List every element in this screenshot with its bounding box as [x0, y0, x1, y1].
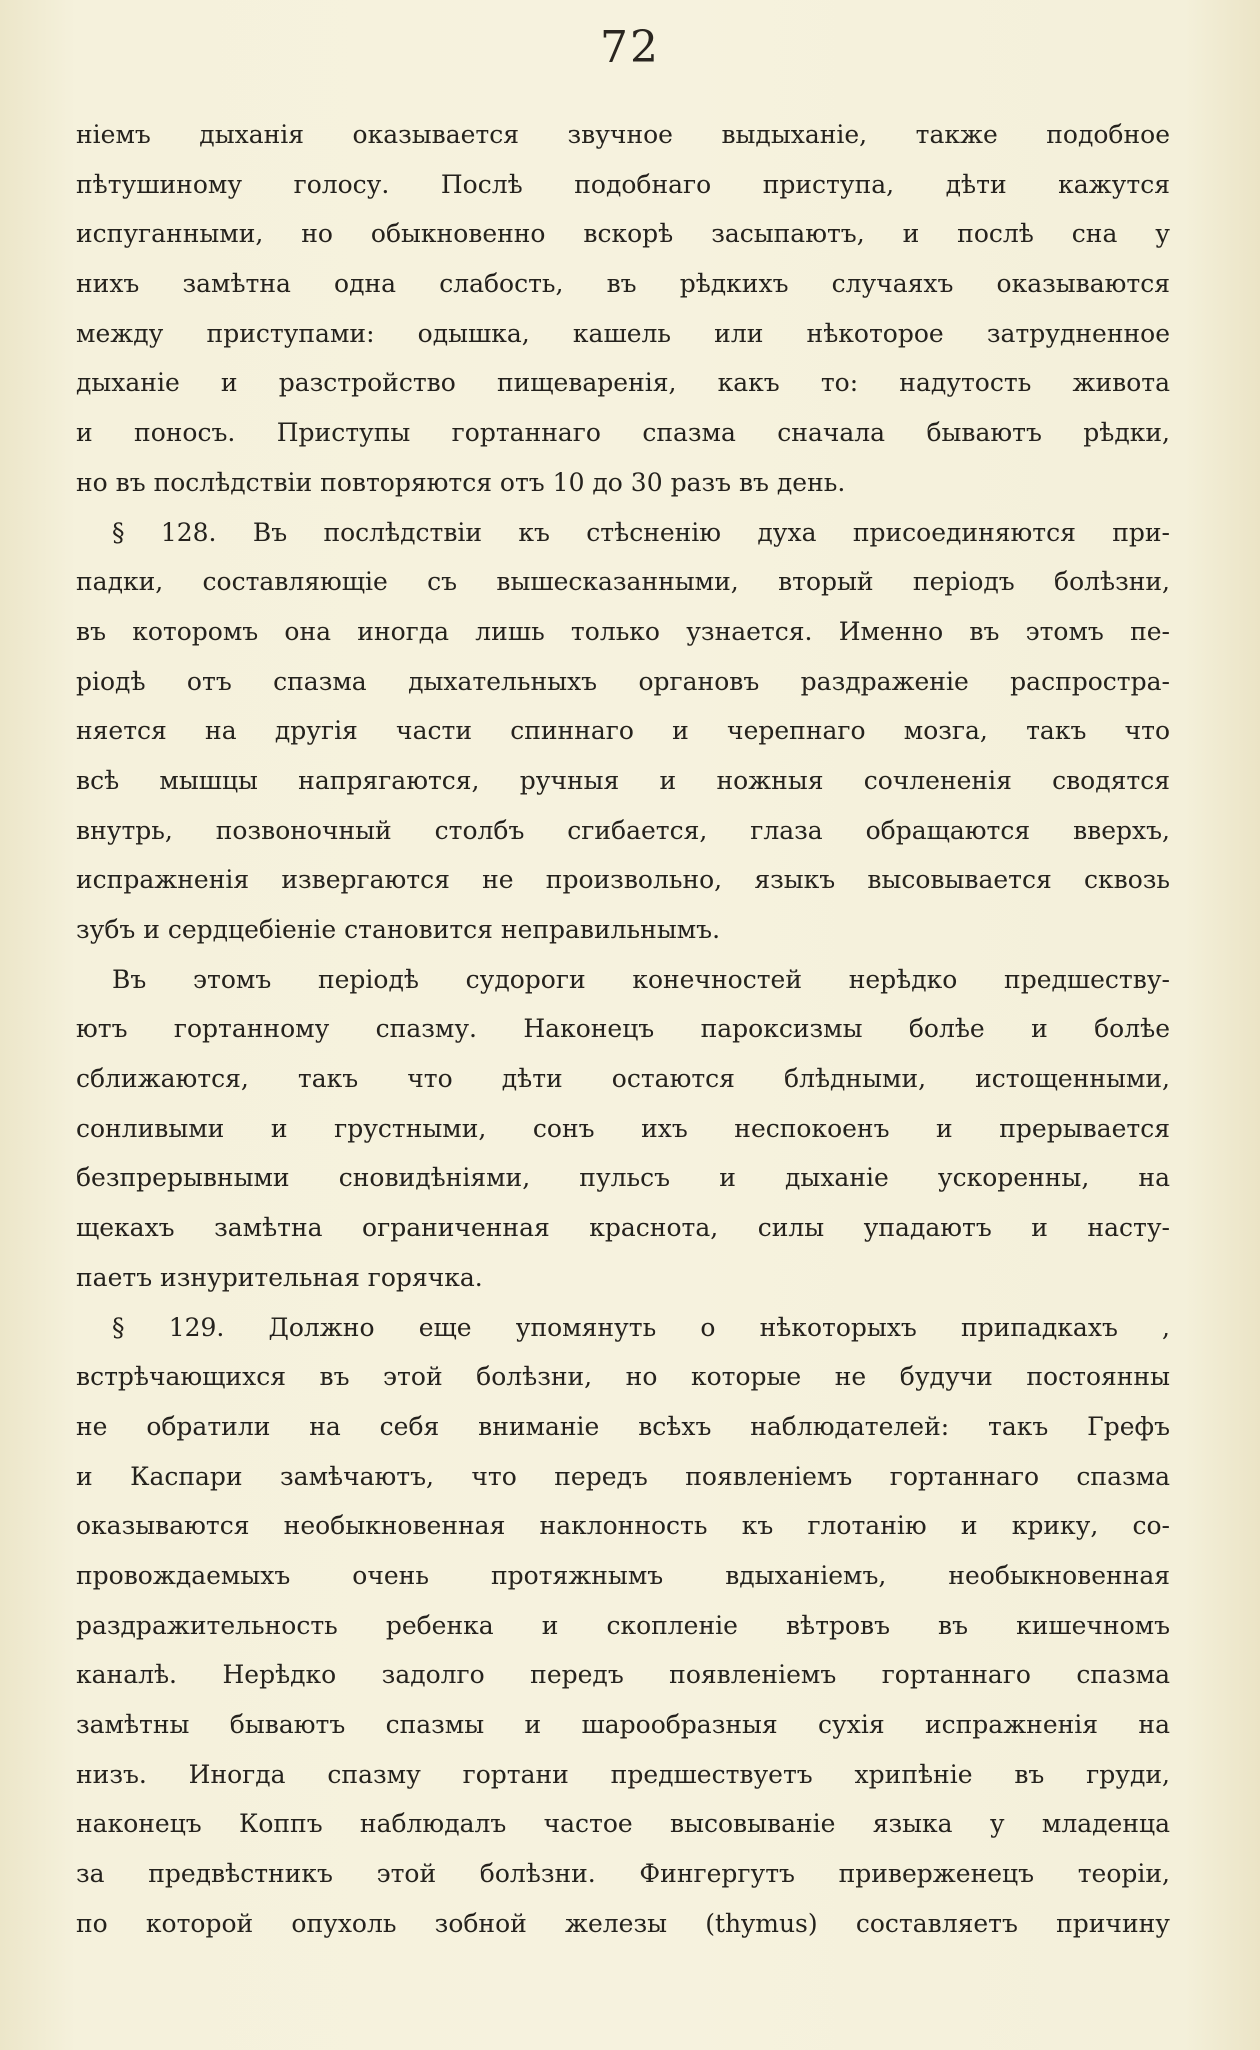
text-line: провождаемыхъ очень протяжнымъ вдыханіемъ, необыкновенная	[76, 1560, 1170, 1590]
text-line: сонливыми и грустными, сонъ ихъ неспокоенъ и прерывается	[76, 1113, 1170, 1143]
text-line: по которой опухоль зобной железы (thymus) составляетъ причину	[76, 1908, 1170, 1938]
page-number: 72	[600, 22, 660, 73]
text-line: дыханіе и разстройство пищеваренія, какъ то: надутость живота	[76, 368, 1170, 398]
paragraph-first-line: Въ этомъ періодѣ судороги конечностей нерѣдко предшеству-	[112, 964, 1170, 994]
text-line: наконецъ Коппъ наблюдалъ частое высовываніе языка у младенца	[76, 1809, 1170, 1839]
text-line: каналѣ. Нерѣдко задолго передъ появленіемъ гортаннаго спазма	[76, 1660, 1170, 1690]
text-line: между приступами: одышка, кашель или нѣкоторое затрудненное	[76, 318, 1170, 348]
text-line: оказываются необыкновенная наклонность къ глотанію и крику, со-	[76, 1511, 1170, 1541]
text-line: падки, составляющіе съ вышесказанными, вторый періодъ болѣзни,	[76, 567, 1170, 597]
section-128-first-line: § 128. Въ послѣдствіи къ стѣсненію духа присоединяются при-	[112, 517, 1170, 547]
text-line: нихъ замѣтна одна слабость, въ рѣдкихъ случаяхъ оказываются	[76, 269, 1170, 299]
text-line: ютъ гортанному спазму. Наконецъ пароксизмы болѣе и болѣе	[76, 1014, 1170, 1044]
text-line: въ которомъ она иногда лишь только узнается. Именно въ этомъ пе-	[76, 616, 1170, 646]
text-line: но въ послѣдствіи повторяются отъ 10 до 30 разъ въ день.	[76, 467, 846, 497]
text-line: зубъ и сердцебіеніе становится неправильнымъ.	[76, 915, 721, 944]
text-line: паетъ изнурительная горячка.	[76, 1262, 483, 1292]
text-line: низъ. Иногда спазму гортани предшествуетъ хрипѣніе въ груди,	[76, 1759, 1170, 1789]
text-line: и Каспари замѣчаютъ, что передъ появленіемъ гортаннаго спазма	[76, 1461, 1170, 1491]
text-line: испражненія извергаются не произвольно, языкъ высовывается сквозь	[76, 865, 1170, 895]
section-129-first-line: § 129. Должно еще упомянуть о нѣкоторыхъ припадкахъ ,	[112, 1312, 1170, 1342]
text-line: всѣ мышцы напрягаются, ручныя и ножныя сочлененія сводятся	[76, 765, 1170, 795]
text-line: встрѣчающихся въ этой болѣзни, но которые не будучи постоянны	[76, 1362, 1170, 1392]
text-line: испуганными, но обыкновенно вскорѣ засыпаютъ, и послѣ сна у	[76, 219, 1170, 249]
text-line: за предвѣстникъ этой болѣзни. Фингергутъ приверженецъ теоріи,	[76, 1859, 1170, 1889]
text-line: няется на другія части спиннаго и черепнаго мозга, такъ что	[76, 716, 1170, 746]
text-line: внутрь, позвоночный столбъ сгибается, глаза обращаются вверхъ,	[76, 815, 1170, 845]
body-text	[76, 110, 1170, 1948]
text-line: ріодѣ отъ спазма дыхательныхъ органовъ раздраженіе распростра-	[76, 666, 1170, 696]
text-line: ніемъ дыханія оказывается звучное выдыханіе, также подобное	[76, 120, 1170, 149]
text-line: замѣтны бываютъ спазмы и шарообразныя сухія испражненія на	[76, 1710, 1170, 1739]
text-line: раздражительность ребенка и скопленіе вѣтровъ въ кишечномъ	[76, 1610, 1170, 1640]
text-line: пѣтушиному голосу. Послѣ подобнаго приступа, дѣти кажутся	[76, 169, 1170, 199]
text-line: щекахъ замѣтна ограниченная краснота, силы упадаютъ и насту-	[76, 1213, 1170, 1243]
text-line: не обратили на себя вниманіе всѣхъ наблюдателей: такъ Грефъ	[76, 1411, 1170, 1441]
text-line: сближаются, такъ что дѣти остаются блѣдными, истощенными,	[76, 1064, 1170, 1094]
text-line: и поносъ. Приступы гортаннаго спазма сначала бываютъ рѣдки,	[76, 418, 1170, 448]
text-line: безпрерывными сновидѣніями, пульсъ и дыханіе ускоренны, на	[76, 1163, 1170, 1193]
